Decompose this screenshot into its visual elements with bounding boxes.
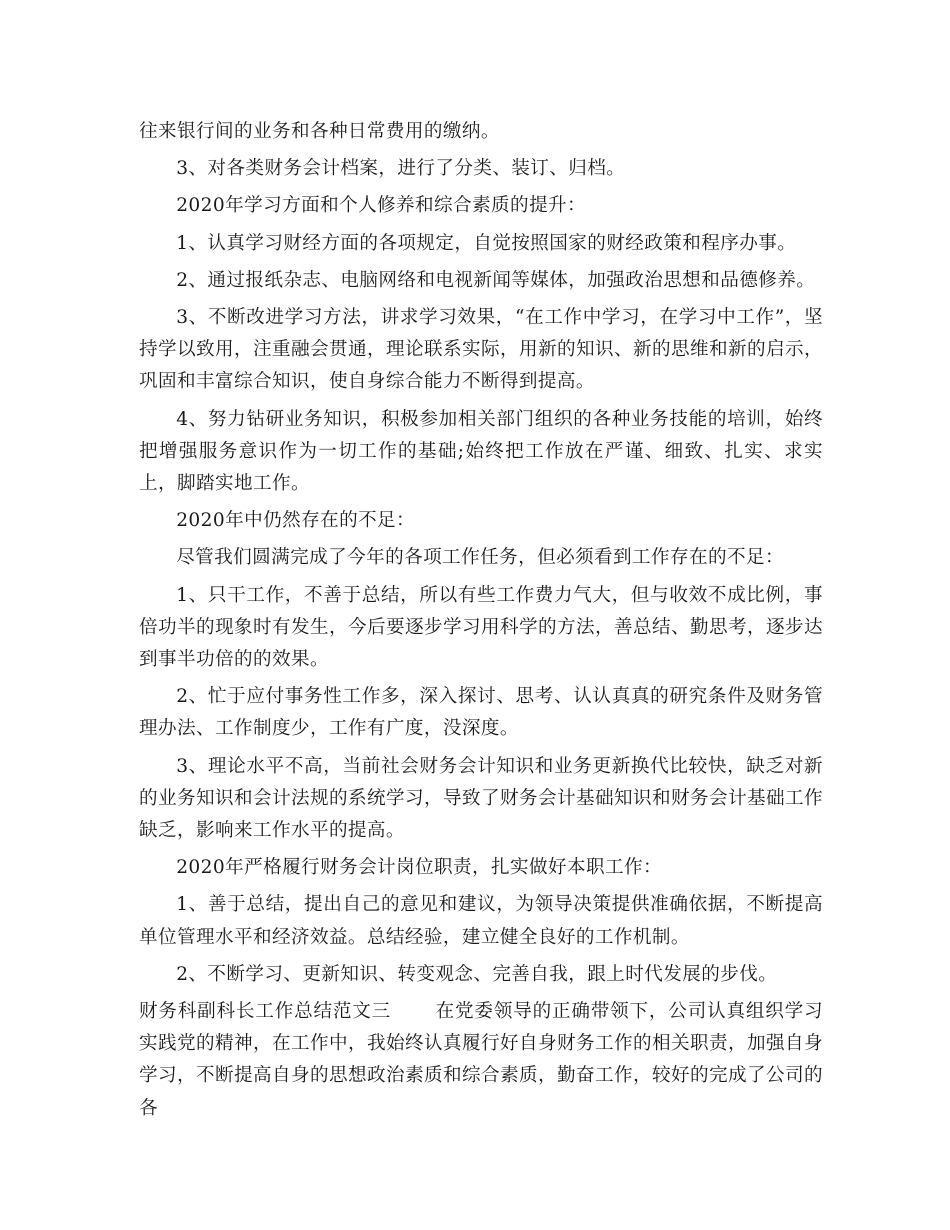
paragraph-14: 1、善于总结，提出自己的意见和建议，为领导决策提供准确依据，不断提高单位管理水平和经济效益。总结经验，建立健全良好的工作机制。	[139, 894, 823, 948]
document-body	[139, 116, 823, 1130]
paragraph-11: 2、忙于应付事务性工作多，深入探讨、思考、认认真真的研究条件及财务管理办法、工作制度少，工作有广度，没深度。	[139, 686, 823, 740]
paragraph-2: 3、对各类财务会计档案，进行了分类、装订、归档。	[176, 158, 626, 180]
paragraph-4: 1、认真学习财经方面的各项规定，自觉按照国家的财经政策和程序办事。	[176, 232, 797, 254]
paragraph-12: 3、理论水平不高，当前社会财务会计知识和业务更新换代比较快，缺乏对新的业务知识和会计法规的系统学习，导致了财务会计基础知识和财务会计基础工作缺乏，影响来工作水平的提高。	[139, 755, 823, 842]
section-heading-duties: 2020年严格履行财务会计岗位职责，扎实做好本职工作：	[176, 857, 662, 879]
section-heading-learning: 2020年学习方面和个人修养和综合素质的提升：	[176, 195, 586, 217]
paragraph-7: 4、努力钻研业务知识，积极参加相关部门组织的各种业务技能的培训，始终把增强服务意识作为一切工作的基础;始终把工作放在严谨、细致、扎实、求实上，脚踏实地工作。	[139, 408, 823, 495]
paragraph-5: 2、通过报纸杂志、电脑网络和电视新闻等媒体，加强政治思想和品德修养。	[176, 269, 816, 291]
paragraph-9: 尽管我们圆满完成了今年的各项工作任务，但必须看到工作存在的不足：	[176, 547, 784, 569]
paragraph-1: 往来银行间的业务和各种日常费用的缴纳。	[139, 121, 500, 142]
paragraph-10: 1、只干工作，不善于总结，所以有些工作费力气大，但与收效不成比例，事倍功半的现象时有发生，今后要逐步学习用科学的方法，善总结、勤思考，逐步达到事半功倍的的效果。	[139, 584, 823, 671]
section-heading-shortcomings: 2020年中仍然存在的不足：	[176, 510, 416, 532]
paragraph-6: 3、不断改进学习方法，讲求学习效果，“在工作中学习，在学习中工作”，坚持学以致用，注重融会贯通，理论联系实际，用新的知识、新的思维和新的启示，巩固和丰富综合知识，使自身综合能力不断得到提高。	[139, 307, 823, 393]
article-title: 财务科副科长工作总结范文三	[139, 1001, 392, 1023]
paragraph-15: 2、不断学习、更新知识、转变观念、完善自我，跟上时代发展的步伐。	[176, 963, 778, 985]
closing-paragraph	[139, 996, 823, 1125]
closing-text: 在党委领导的正确带领下，公司认真组织学习实践党的精神，在工作中，我始终认真履行好自身财务工作的相关职责，加强自身学习，不断提高自身的思想政治素质和综合素质，勤奋工作，较好的完成了公司的各	[139, 1001, 823, 1119]
